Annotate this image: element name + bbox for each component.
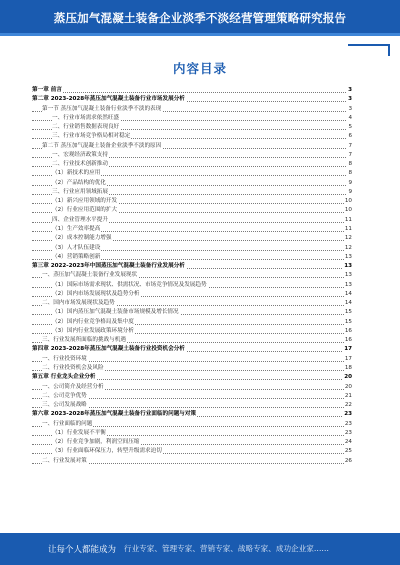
toc-entry[interactable] <box>32 355 352 364</box>
toc-entry-page: 26 <box>344 457 352 466</box>
toc-entry[interactable] <box>32 457 352 466</box>
toc-entry[interactable] <box>32 216 352 225</box>
toc-entry-page: 14 <box>344 290 352 299</box>
toc-entry-label: （1）新兴应用领域的开发 <box>52 197 118 206</box>
toc-entry-page: 14 <box>344 299 352 308</box>
toc-entry-label: （2）产品结构的优化 <box>52 179 107 188</box>
toc-entry[interactable] <box>32 290 352 299</box>
toc-entry[interactable] <box>32 253 352 262</box>
toc-entry[interactable] <box>32 447 352 456</box>
toc-entry-label: （2）成本控制能力增强 <box>52 234 113 243</box>
toc-entry-page: 13 <box>344 281 352 290</box>
toc-entry-page: 10 <box>344 206 352 215</box>
toc-entry-page: 11 <box>344 216 352 225</box>
corner-decoration <box>348 44 390 56</box>
toc-heading: 内容目录 <box>172 61 227 76</box>
toc-entry-label: （1）国内蒸压加气混凝土装备市场规模及增长情况 <box>52 308 180 317</box>
toc-entry-label: 二、公司竞争优势 <box>42 392 88 401</box>
toc-entry-page: 20 <box>343 373 352 382</box>
toc-entry-page: 9 <box>347 188 352 197</box>
toc-entry-label: 四、企业管理水平提升 <box>52 216 109 225</box>
toc-entry-label: 三、行业市场竞争格局相对稳定 <box>52 132 131 141</box>
toc-entry[interactable] <box>32 345 352 354</box>
toc-entry-label: 第二节 蒸压加气混凝土装备企业淡季不淡的原因 <box>42 142 162 151</box>
toc-entry[interactable] <box>32 179 352 188</box>
toc-entry-page: 23 <box>344 420 352 429</box>
toc-entry-label: 三、公司发展战略 <box>42 401 88 410</box>
toc-entry[interactable] <box>32 234 352 243</box>
toc-entry[interactable] <box>32 114 352 123</box>
toc-entry-page: 12 <box>344 244 352 253</box>
toc-entry-label: （2）行业竞争加剧，利润空间压缩 <box>52 438 140 447</box>
footer-slogan-left: 让每个人都能成为 <box>48 545 117 555</box>
toc-entry-label: （2）国内市场发展现状及趋势分析 <box>52 290 140 299</box>
toc-entry[interactable] <box>32 438 352 447</box>
toc-entry-page: 8 <box>347 169 352 178</box>
toc-entry-label: （1）新技术的应用 <box>52 169 101 178</box>
toc-entry-label: 第五章 行业龙头企业分析 <box>32 373 96 382</box>
toc-entry[interactable] <box>32 151 352 160</box>
toc-entry-page: 24 <box>344 438 352 447</box>
toc-entry-page: 12 <box>344 234 352 243</box>
footer-bar <box>0 533 400 565</box>
toc-entry-label: 二、行业技术创新推动 <box>52 160 109 169</box>
toc-entry-label: 第一章 前言 <box>32 86 63 95</box>
toc-entry-page: 9 <box>347 179 352 188</box>
toc-entry[interactable] <box>32 123 352 132</box>
toc-entry-page: 18 <box>344 364 352 373</box>
toc-entry-page: 3 <box>347 105 352 114</box>
toc-entry[interactable] <box>32 95 352 104</box>
toc-entry-page: 25 <box>344 447 352 456</box>
toc-entry-page: 10 <box>344 197 352 206</box>
toc-entry[interactable] <box>32 383 352 392</box>
toc-entry-label: 三、行业应用领域拓展 <box>52 188 109 197</box>
toc-entry-label: 一、行业市场需求依然旺盛 <box>52 114 120 123</box>
toc-entry-page: 21 <box>344 392 352 401</box>
toc-entry[interactable] <box>32 392 352 401</box>
toc-entry-label: （1）行业发展不平衡 <box>52 429 107 438</box>
toc-entry[interactable] <box>32 401 352 410</box>
toc-entry-label: 第四章 2023-2028年蒸压加气混凝土装备行业投资机会分析 <box>32 345 186 354</box>
toc-entry[interactable] <box>32 244 352 253</box>
toc-entry-page: 15 <box>344 308 352 317</box>
toc-entry-label: 第一节 蒸压加气混凝土装备行业淡季不淡的表现 <box>42 105 162 114</box>
toc-entry[interactable] <box>32 299 352 308</box>
toc-entry[interactable] <box>32 327 352 336</box>
toc-entry[interactable] <box>32 336 352 345</box>
toc-entry[interactable] <box>32 271 352 280</box>
toc-entry-label: （3）行业面临环保压力，转型升级需求迫切 <box>52 447 163 456</box>
toc-entry[interactable] <box>32 420 352 429</box>
toc-entry-label: 三、行业发展所面临的挑战与机遇 <box>42 336 127 345</box>
toc-entry[interactable] <box>32 373 352 382</box>
table-of-contents <box>32 86 352 466</box>
toc-entry-label: 二、国内市场发展现状及趋势 <box>42 299 116 308</box>
toc-entry-page: 3 <box>347 95 352 104</box>
toc-entry[interactable] <box>32 308 352 317</box>
toc-entry[interactable] <box>32 105 352 114</box>
toc-entry-page: 16 <box>344 336 352 345</box>
toc-entry-label: 二、行业发展对策 <box>42 457 88 466</box>
toc-entry-label: （2）行业应用范围的扩大 <box>52 206 118 215</box>
toc-entry-label: 二、行业投资机会及风险 <box>42 364 105 373</box>
toc-entry-page: 17 <box>343 345 352 354</box>
toc-entry-label: （3）人才队伍建设 <box>52 244 101 253</box>
toc-entry-label: 一、行业投资环境 <box>42 355 88 364</box>
toc-entry[interactable] <box>32 188 352 197</box>
toc-entry-page: 8 <box>347 160 352 169</box>
toc-entry-page: 11 <box>344 225 352 234</box>
toc-entry-label: （1）国际市场需求现状、供需状况、市场竞争情况及发展趋势 <box>52 281 208 290</box>
toc-entry-label: 一、蒸压加气混凝土装备行业发展现状 <box>42 271 138 280</box>
toc-entry[interactable] <box>32 142 352 151</box>
toc-entry-page: 3 <box>347 86 352 95</box>
toc-entry-page: 17 <box>344 355 352 364</box>
toc-entry-label: 一、宏观经济政策支持 <box>52 151 109 160</box>
toc-entry[interactable] <box>32 225 352 234</box>
toc-entry[interactable] <box>32 86 352 95</box>
toc-entry[interactable] <box>32 169 352 178</box>
toc-entry-page: 13 <box>343 262 352 271</box>
toc-entry[interactable] <box>32 364 352 373</box>
toc-entry-page: 20 <box>344 383 352 392</box>
toc-entry[interactable] <box>32 318 352 327</box>
toc-entry[interactable] <box>32 281 352 290</box>
toc-entry-label: 第二章 2023-2028年蒸压加气混凝土装备行业市场发展分析 <box>32 95 186 104</box>
toc-entry-label: 一、公司简介及经营分析 <box>42 383 105 392</box>
toc-entry[interactable] <box>32 197 352 206</box>
toc-entry-page: 15 <box>344 318 352 327</box>
toc-entry-label: （1）生产效率提高 <box>52 225 101 234</box>
toc-entry-page: 13 <box>344 271 352 280</box>
toc-entry-page: 7 <box>347 151 352 160</box>
toc-entry-label: 一、行业面临的问题 <box>42 420 93 429</box>
toc-entry-page: 13 <box>344 253 352 262</box>
toc-entry[interactable] <box>32 132 352 141</box>
toc-entry[interactable] <box>32 160 352 169</box>
toc-entry-page: 22 <box>344 401 352 410</box>
toc-entry-page: 23 <box>343 410 352 419</box>
toc-entry[interactable] <box>32 429 352 438</box>
toc-entry-page: 5 <box>347 123 352 132</box>
toc-entry-page: 6 <box>347 132 352 141</box>
footer-slogan-right: 行业专家、管理专家、营销专家、战略专家、成功企业家…… <box>124 544 330 553</box>
dot-leader <box>32 92 346 93</box>
report-title: 蒸压加气混凝土装备企业淡季不淡经营管理策略研究报告 <box>53 11 347 25</box>
toc-entry-label: （4）营销策略创新 <box>52 253 101 262</box>
toc-entry-label: 二、行业销售数据表现良好 <box>52 123 120 132</box>
toc-entry-page: 16 <box>344 327 352 336</box>
header-bar <box>0 0 400 36</box>
toc-entry-page: 7 <box>347 142 352 151</box>
toc-entry[interactable] <box>32 410 352 419</box>
header-accent-line <box>0 33 400 36</box>
toc-entry-label: （3）国内行业发展政策环境分析 <box>52 327 135 336</box>
toc-entry[interactable] <box>32 262 352 271</box>
toc-entry-label: （2）国内行业竞争格局及集中度 <box>52 318 135 327</box>
toc-entry-page: 23 <box>344 429 352 438</box>
toc-entry-label: 第六章 2023-2028年蒸压加气混凝土装备行业面临的问题与对策 <box>32 410 197 419</box>
toc-entry-label: 第三章 2022-2023年中国蒸压加气混凝土装备行业发展分析 <box>32 262 186 271</box>
toc-entry[interactable] <box>32 206 352 215</box>
toc-entry-page: 4 <box>347 114 352 123</box>
